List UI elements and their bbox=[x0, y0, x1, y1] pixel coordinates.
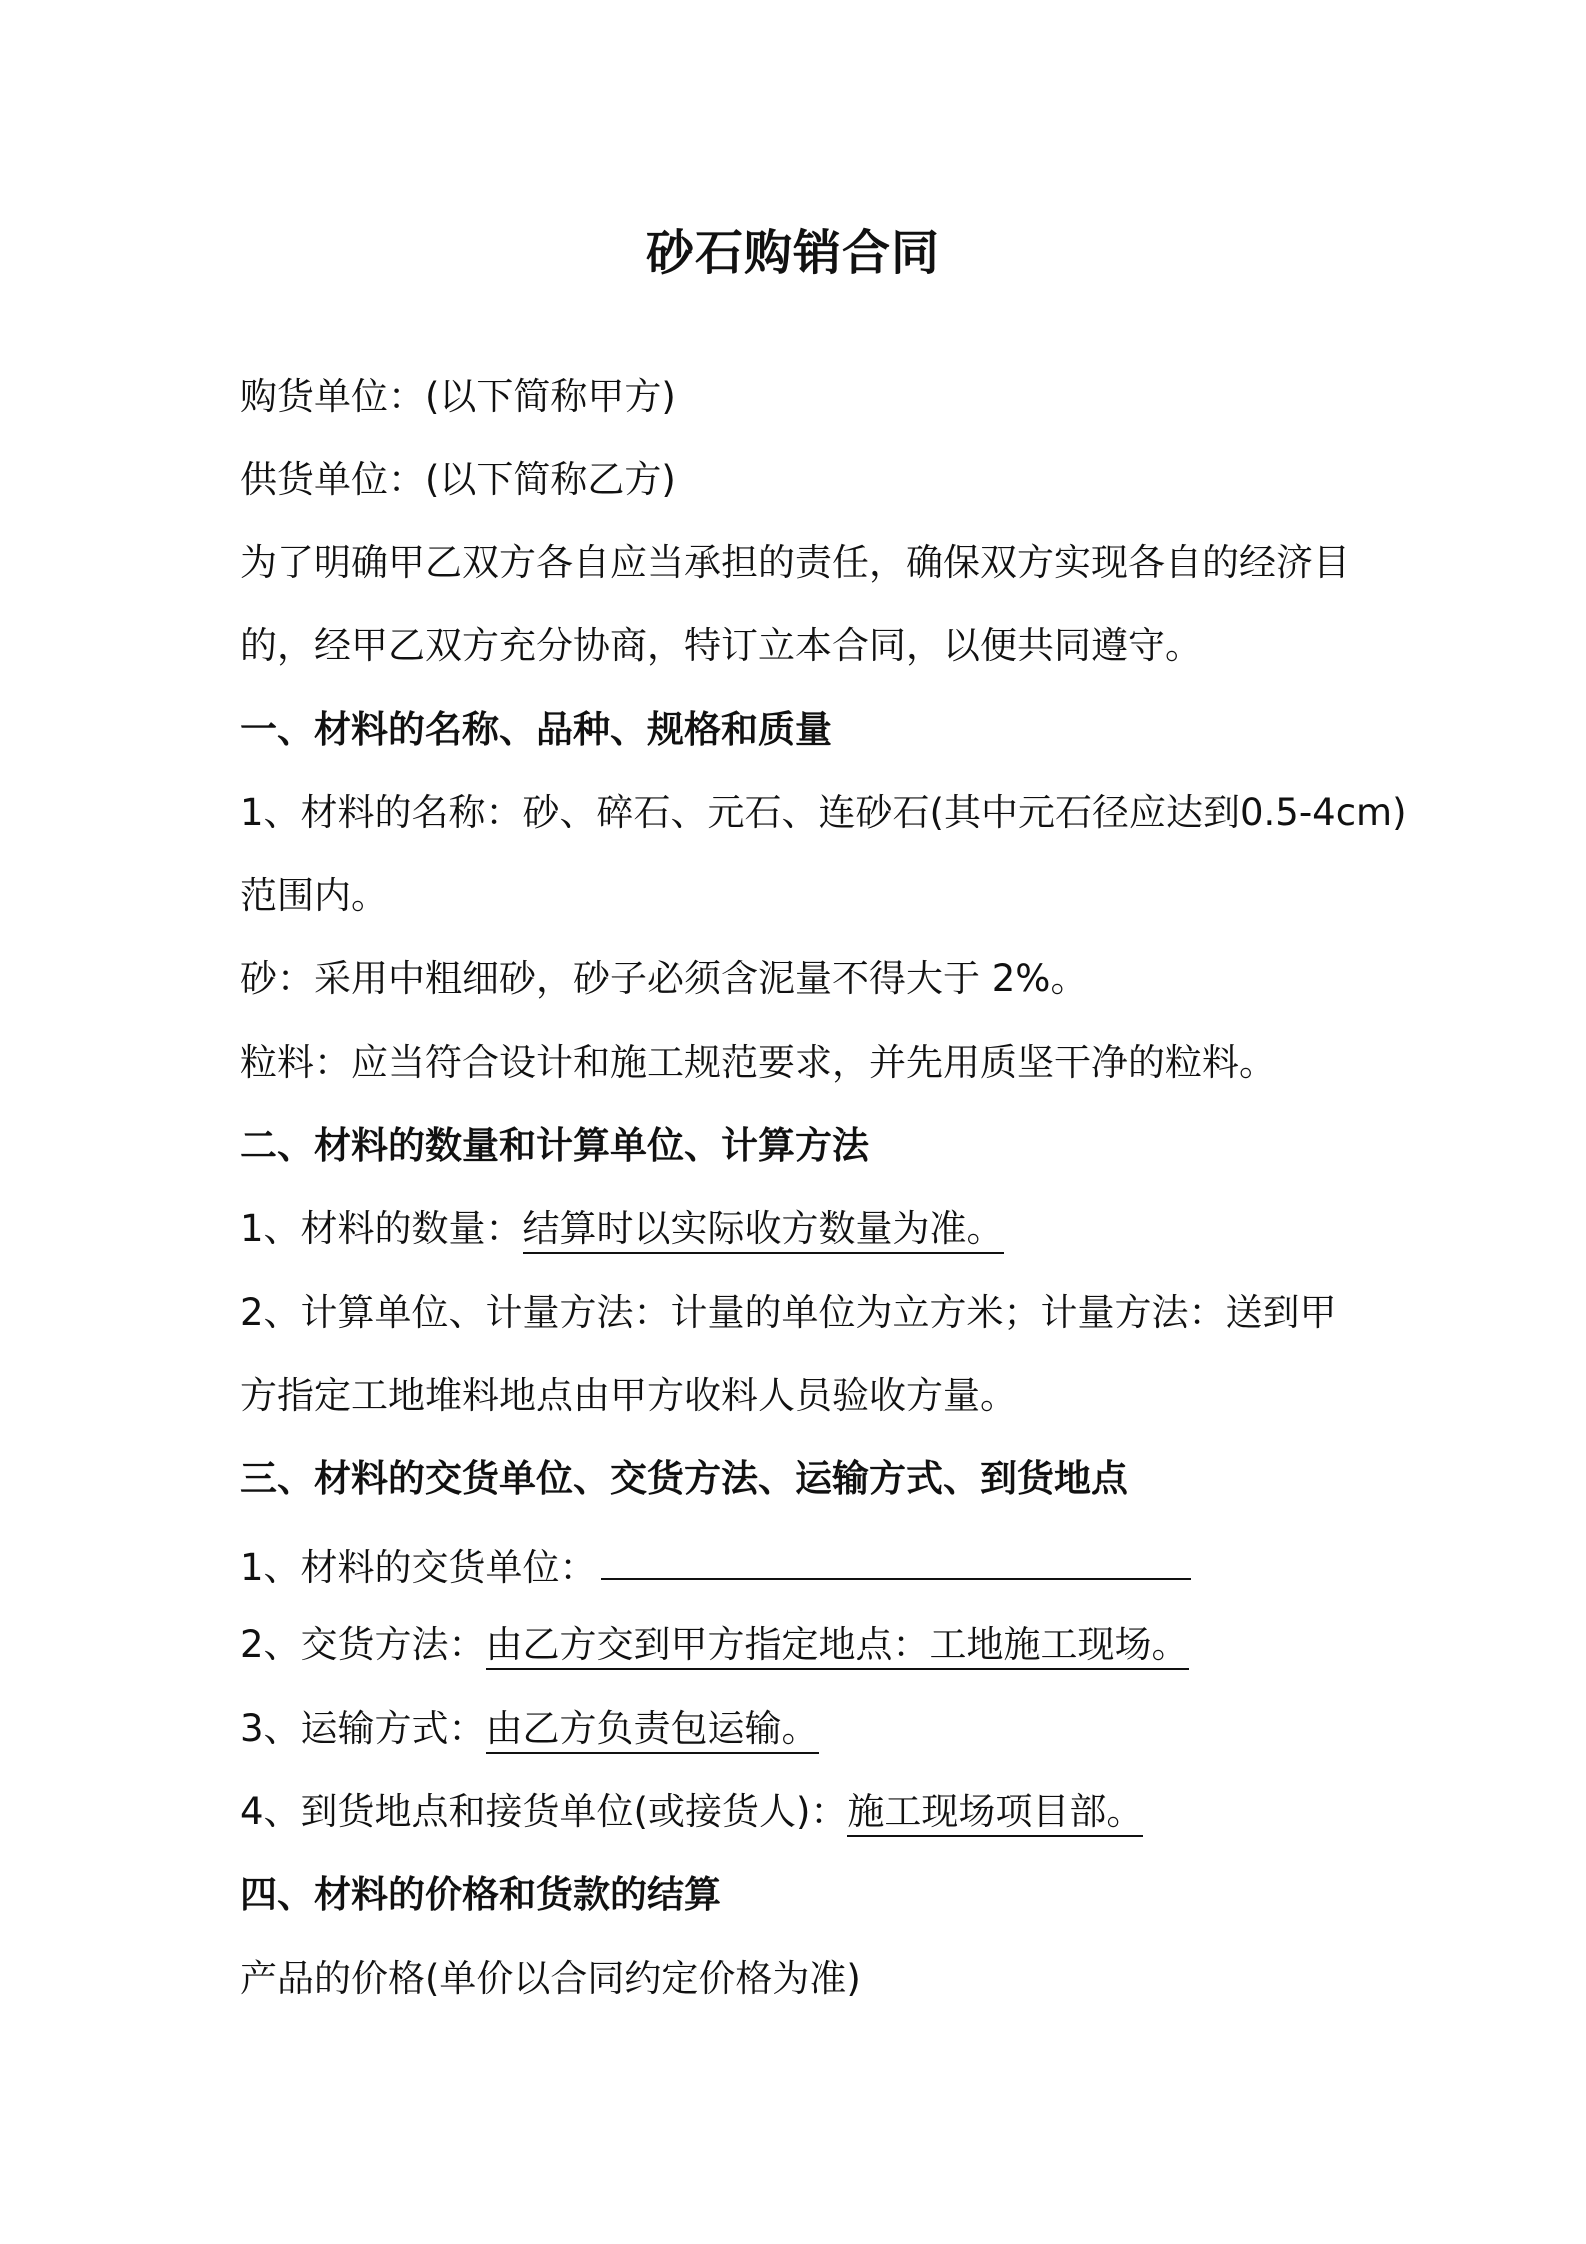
quantity-label: 1、材料的数量： bbox=[240, 1207, 523, 1250]
quantity-line bbox=[240, 1201, 1004, 1257]
material-names-line-2: 范围内。 bbox=[240, 874, 388, 917]
document-title: 砂石购销合同 bbox=[645, 225, 940, 281]
delivery-method-line bbox=[240, 1617, 1189, 1673]
section-2-heading: 二、材料的数量和计算单位、计算方法 bbox=[240, 1124, 869, 1167]
delivery-unit-label: 1、材料的交货单位： bbox=[240, 1546, 597, 1589]
delivery-method-value: 由乙方交到甲方指定地点：工地施工现场。 bbox=[486, 1623, 1189, 1670]
transport-line bbox=[240, 1701, 819, 1757]
preamble-line-2: 的，经甲乙双方充分协商，特订立本合同，以便共同遵守。 bbox=[240, 624, 1202, 667]
unit-method-line-2: 方指定工地堆料地点由甲方收料人员验收方量。 bbox=[240, 1374, 1017, 1417]
sand-spec: 砂：采用中粗细砂，砂子必须含泥量不得大于 2%。 bbox=[240, 957, 1088, 1000]
transport-value: 由乙方负责包运输。 bbox=[486, 1707, 819, 1754]
delivery-method-label: 2、交货方法： bbox=[240, 1623, 486, 1666]
unit-method-line-1: 2、计算单位、计量方法：计量的单位为立方米；计量方法：送到甲 bbox=[240, 1291, 1337, 1334]
destination-line bbox=[240, 1784, 1143, 1840]
transport-label: 3、运输方式： bbox=[240, 1707, 486, 1750]
section-1-heading: 一、材料的名称、品种、规格和质量 bbox=[240, 708, 832, 751]
preamble-line-1: 为了明确甲乙双方各自应当承担的责任，确保双方实现各自的经济目 bbox=[240, 541, 1350, 584]
delivery-unit-line bbox=[240, 1540, 1191, 1596]
supplier-line: 供货单位：(以下简称乙方) bbox=[240, 458, 676, 501]
price-line: 产品的价格(单价以合同约定价格为准) bbox=[240, 1957, 861, 2000]
section-4-heading: 四、材料的价格和货款的结算 bbox=[240, 1873, 721, 1916]
buyer-line: 购货单位：(以下简称甲方) bbox=[240, 375, 676, 418]
section-3-heading: 三、材料的交货单位、交货方法、运输方式、到货地点 bbox=[240, 1457, 1128, 1500]
grain-spec: 粒料：应当符合设计和施工规范要求，并先用质坚干净的粒料。 bbox=[240, 1041, 1276, 1084]
quantity-value: 结算时以实际收方数量为准。 bbox=[523, 1207, 1004, 1254]
delivery-unit-blank bbox=[601, 1544, 1191, 1580]
destination-label: 4、到货地点和接货单位(或接货人)： bbox=[240, 1790, 848, 1833]
destination-value: 施工现场项目部。 bbox=[847, 1790, 1143, 1837]
material-names-line-1: 1、材料的名称：砂、碎石、元石、连砂石(其中元石径应达到0.5-4cm) bbox=[240, 791, 1407, 834]
